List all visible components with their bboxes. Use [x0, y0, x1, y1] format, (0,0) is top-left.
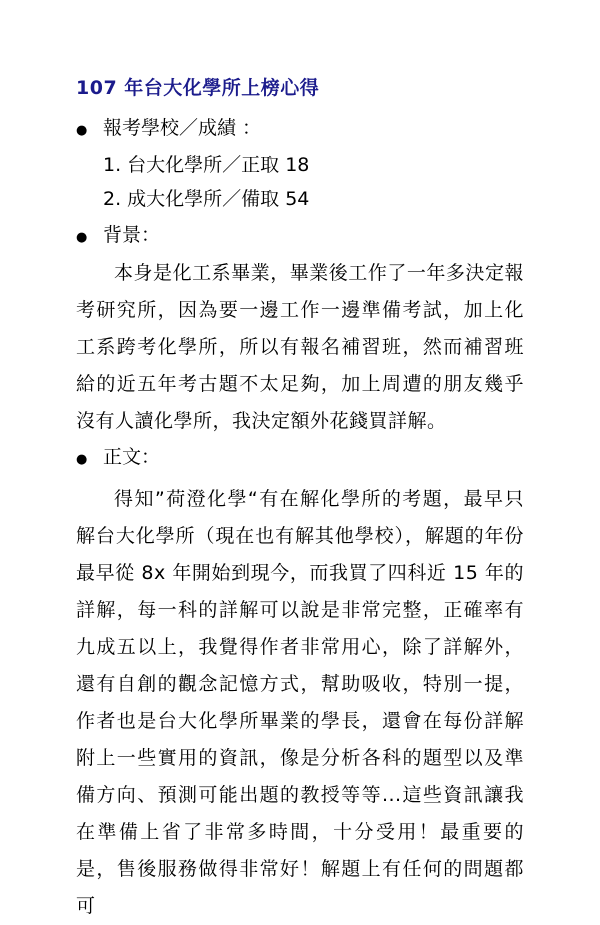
page-title: 107 年台大化學所上榜心得 — [76, 77, 320, 99]
list-item-school-1: 1. 台大化學所／正取 18 — [103, 154, 310, 176]
section-background-label: 背景： — [103, 224, 161, 246]
section-main-heading — [76, 440, 524, 477]
bullet-icon: ● — [76, 452, 88, 467]
section-main-label: 正文： — [103, 446, 161, 468]
list-item-school-2: 2. 成大化學所／備取 54 — [103, 188, 310, 210]
bullet-icon: ● — [76, 230, 88, 245]
background-paragraph: 本身是化工系畢業，畢業後工作了一年多決定報考研究所，因為要一邊工作一邊準備考試，加上化工系跨考化學所，所以有報名補習班，然而補習班給的近五年考古題不太足夠，加上周遭的朋友幾乎沒有人讀化學所，我決定額外花錢買詳解。 — [76, 262, 524, 432]
section-scores-label: 報考學校／成績 ： — [103, 117, 262, 139]
main-paragraph: 得知”荷澄化學“有在解化學所的考題，最早只解台大化學所（現在也有解其他學校），解題的年份最早從 8x 年開始到現今，而我買了四科近 15 年的詳解，每一科的詳解可以說是非常完整，正確率有九成五以上，我覺得作者非常用心，除了詳解外，還有自創的觀念記憶方式，幫助吸收，特別一提，作者也是台大化學所畢業的學長，還會在每份詳解附上一些實用的資訊，像是分析各科的題型以及準備方向、預測可能出題的教授等等...這些資訊讓我在準備上省了非常多時間，十分受用！最重要的是，售後服務做得非常好！解題上有任何的問題都可 — [76, 488, 524, 917]
bullet-icon: ● — [76, 123, 88, 138]
section-scores-heading — [76, 111, 524, 148]
section-background-heading — [76, 218, 524, 255]
